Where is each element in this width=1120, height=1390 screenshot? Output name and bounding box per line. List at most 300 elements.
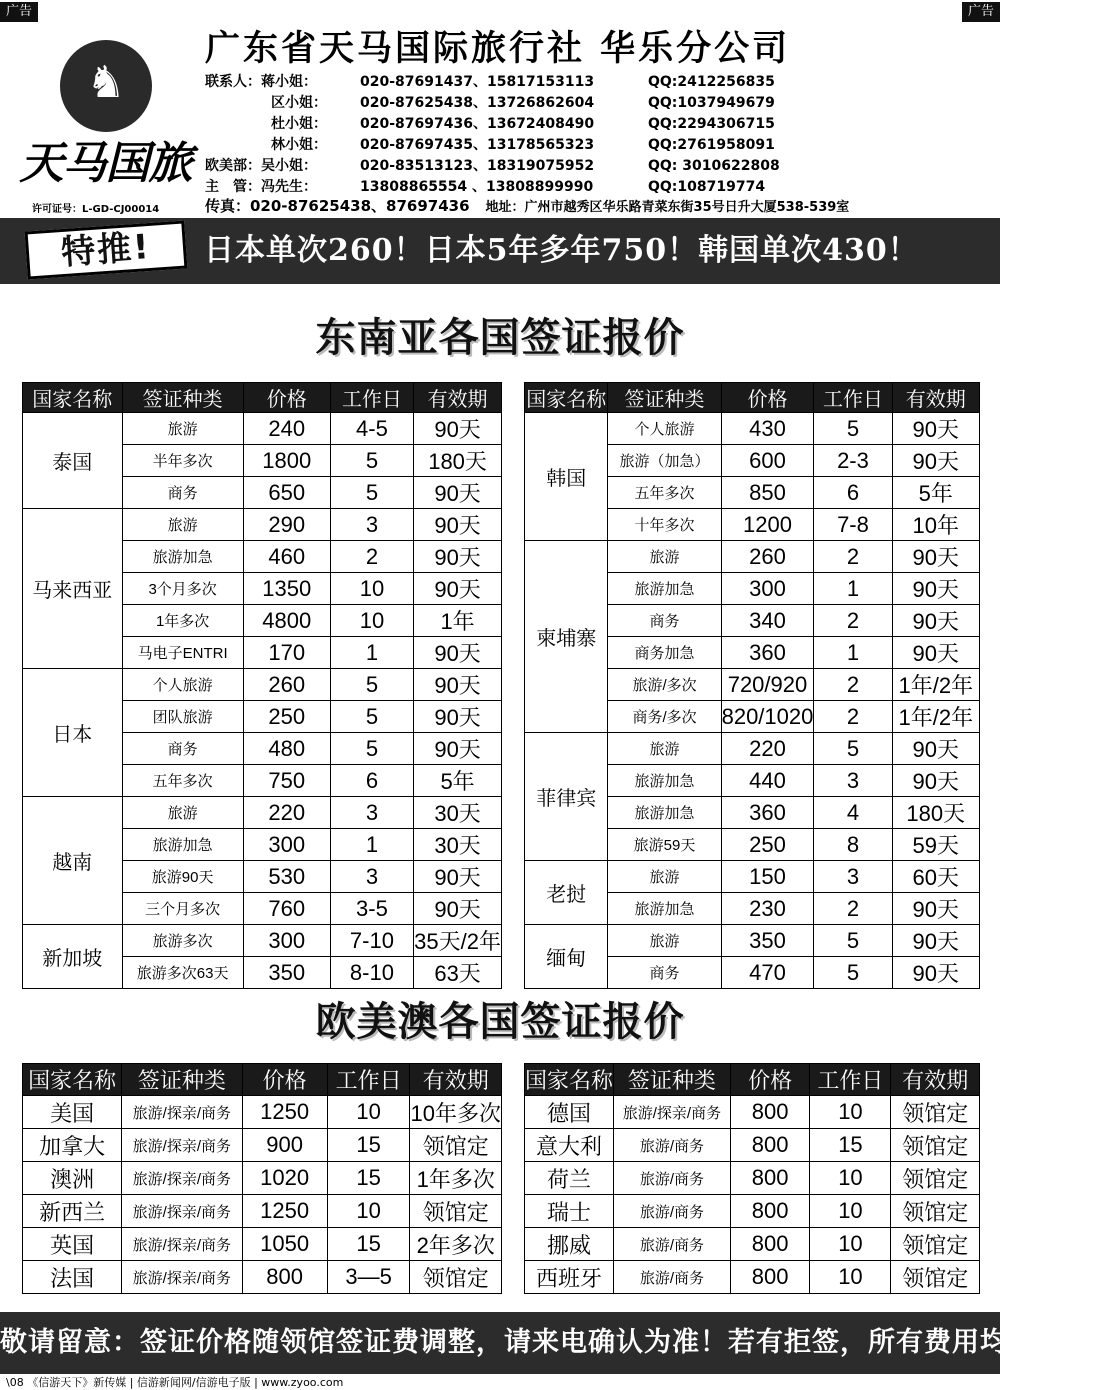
visa-type: 商务: [122, 477, 243, 509]
visa-price: 800: [730, 1129, 810, 1162]
visa-type: 旅游/商务: [614, 1162, 731, 1195]
address: 地址：广州市越秀区华乐路青菜东街35号日升大厦538-539室: [485, 200, 850, 215]
visa-type: 旅游加急: [608, 797, 721, 829]
processing-days: 8: [814, 829, 892, 861]
processing-days: 2: [330, 541, 413, 573]
license-number: 许可证号：L-GD-CJ00014: [32, 204, 160, 215]
contact-qq: QQ:2412256835: [648, 74, 775, 90]
processing-days: 3: [330, 509, 413, 541]
processing-days: 1: [330, 637, 413, 669]
visa-price: 220: [721, 733, 814, 765]
table-row: [525, 541, 980, 573]
contact-person: 欧美部：吴小姐：: [205, 158, 317, 174]
validity: 59天: [892, 829, 979, 861]
processing-days: 5: [330, 445, 413, 477]
processing-days: 10: [810, 1228, 891, 1261]
visa-price: 250: [721, 829, 814, 861]
visa-type: 旅游/探亲/商务: [122, 1162, 242, 1195]
visa-price: 430: [721, 413, 814, 445]
visa-type: 旅游/探亲/商务: [122, 1195, 242, 1228]
visa-price: 1050: [242, 1228, 327, 1261]
horse-icon: ♞: [86, 57, 126, 108]
country-name: 菲律宾: [525, 733, 608, 861]
visa-type: 商务加急: [608, 637, 721, 669]
visa-price: 800: [730, 1195, 810, 1228]
processing-days: 5: [814, 733, 892, 765]
visa-price: 220: [243, 797, 330, 829]
visa-price: 800: [730, 1228, 810, 1261]
visa-price: 230: [721, 893, 814, 925]
visa-type: 半年多次: [122, 445, 243, 477]
validity: 35天/2年: [414, 925, 502, 957]
processing-days: 8-10: [330, 957, 413, 989]
processing-days: 2-3: [814, 445, 892, 477]
visa-price: 1800: [243, 445, 330, 477]
visa-type: 三个月多次: [122, 893, 243, 925]
validity: 90天: [414, 637, 502, 669]
contact-qq: QQ:2761958091: [648, 137, 775, 153]
validity: 领馆定: [891, 1162, 980, 1195]
country-name: 泰国: [23, 413, 123, 509]
country-name: 柬埔寨: [525, 541, 608, 733]
contact-phone: 020-87697435、13178565323: [360, 137, 595, 153]
table-row: [23, 1261, 502, 1294]
contact-person: 主 管：冯先生：: [205, 179, 317, 195]
visa-type: 旅游/探亲/商务: [122, 1261, 242, 1294]
table-row: [525, 733, 980, 765]
visa-type: 五年多次: [608, 477, 721, 509]
column-header: 国家名称: [525, 383, 608, 413]
visa-price: 340: [721, 605, 814, 637]
column-header: 签证种类: [608, 383, 721, 413]
validity: 5年: [892, 477, 979, 509]
visa-type: 旅游/探亲/商务: [122, 1096, 242, 1129]
validity: 领馆定: [891, 1195, 980, 1228]
validity: 90天: [414, 477, 502, 509]
visa-price: 850: [721, 477, 814, 509]
visa-price: 470: [721, 957, 814, 989]
logo-text: 天马国旅: [19, 138, 192, 189]
validity: 领馆定: [891, 1096, 980, 1129]
visa-price: 600: [721, 445, 814, 477]
company-name: 广东省天马国际旅行社 华乐分公司: [205, 29, 791, 69]
visa-type: 旅游/商务: [614, 1129, 731, 1162]
table-row: [23, 1162, 502, 1195]
processing-days: 3: [814, 765, 892, 797]
contact-person: 区小姐：: [271, 95, 327, 111]
section-title-europe-america: [0, 990, 1000, 1047]
contact-person: 杜小姐：: [271, 116, 327, 132]
processing-days: 5: [330, 477, 413, 509]
section-title-southeast-asia: [0, 306, 1000, 363]
visa-price: 650: [243, 477, 330, 509]
country-name: 挪威: [525, 1228, 614, 1261]
visa-type: 旅游59天: [608, 829, 721, 861]
country-name: 美国: [23, 1096, 122, 1129]
visa-type: 商务: [608, 957, 721, 989]
contact-phone: 020-87691437、15817153113: [360, 74, 595, 90]
processing-days: 4: [814, 797, 892, 829]
processing-days: 15: [810, 1129, 891, 1162]
visa-type: 3个月多次: [122, 573, 243, 605]
visa-type: 旅游90天: [122, 861, 243, 893]
country-name: 英国: [23, 1228, 122, 1261]
table-row: [23, 413, 502, 445]
validity: 90天: [414, 733, 502, 765]
visa-price: 460: [243, 541, 330, 573]
visa-type: 旅游多次: [122, 925, 243, 957]
visa-price: 480: [243, 733, 330, 765]
processing-days: 10: [810, 1096, 891, 1129]
visa-type: 旅游/探亲/商务: [614, 1096, 731, 1129]
country-name: 缅甸: [525, 925, 608, 989]
visa-price: 1200: [721, 509, 814, 541]
visa-type: 旅游/多次: [608, 669, 721, 701]
visa-price: 800: [730, 1162, 810, 1195]
country-name: 加拿大: [23, 1129, 122, 1162]
visa-type: 旅游/探亲/商务: [122, 1228, 242, 1261]
contact-phone: 13808865554 、13808899990: [360, 179, 594, 195]
validity: 90天: [892, 605, 979, 637]
validity: 2年多次: [410, 1228, 502, 1261]
visa-price: 750: [243, 765, 330, 797]
contact-row: [205, 135, 995, 156]
table-row: [23, 1129, 502, 1162]
processing-days: 3—5: [327, 1261, 410, 1294]
visa-price: 170: [243, 637, 330, 669]
visa-price: 1020: [242, 1162, 327, 1195]
column-header: 工作日: [814, 383, 892, 413]
visa-type: 商务/多次: [608, 701, 721, 733]
west-price-table-right: [524, 1063, 980, 1294]
validity: 180天: [414, 445, 502, 477]
visa-type: 旅游/商务: [614, 1261, 731, 1294]
visa-type: 旅游多次63天: [122, 957, 243, 989]
contact-person: 林小姐：: [271, 137, 327, 153]
validity: 5年: [414, 765, 502, 797]
processing-days: 2: [814, 605, 892, 637]
country-name: 韩国: [525, 413, 608, 541]
table-row: [23, 509, 502, 541]
processing-days: 3-5: [330, 893, 413, 925]
visa-price: 4800: [243, 605, 330, 637]
promo-text: 日本单次260！日本5年多年750！韩国单次430！: [204, 233, 919, 268]
country-name: 新西兰: [23, 1195, 122, 1228]
processing-days: 7-8: [814, 509, 892, 541]
country-name: 越南: [23, 797, 123, 925]
processing-days: 3: [330, 861, 413, 893]
processing-days: 5: [330, 669, 413, 701]
visa-price: 260: [721, 541, 814, 573]
visa-type: 旅游: [122, 509, 243, 541]
column-header: 价格: [721, 383, 814, 413]
visa-type: 1年多次: [122, 605, 243, 637]
processing-days: 2: [814, 541, 892, 573]
table-header-row: [23, 383, 502, 413]
visa-price: 240: [243, 413, 330, 445]
validity: 90天: [892, 957, 979, 989]
notice-banner: 敬请留意：签证价格随领馆签证费调整，请来电确认为准！若有拒签，所有费用均不予退还: [0, 1312, 1000, 1374]
contact-qq: QQ:108719774: [648, 179, 766, 195]
visa-price: 800: [730, 1096, 810, 1129]
visa-type: 旅游: [122, 797, 243, 829]
validity: 30天: [414, 797, 502, 829]
table-row: [525, 1129, 980, 1162]
processing-days: 1: [814, 573, 892, 605]
visa-type: 旅游（加急）: [608, 445, 721, 477]
processing-days: 10: [327, 1195, 410, 1228]
validity: 领馆定: [891, 1129, 980, 1162]
processing-days: 15: [327, 1228, 410, 1261]
contact-phone: 020-83513123、18319075952: [360, 158, 595, 174]
processing-days: 5: [330, 733, 413, 765]
visa-price: 260: [243, 669, 330, 701]
validity: 90天: [414, 669, 502, 701]
validity: 90天: [892, 925, 979, 957]
visa-type: 旅游/探亲/商务: [122, 1129, 242, 1162]
validity: 领馆定: [410, 1261, 502, 1294]
visa-type: 五年多次: [122, 765, 243, 797]
country-name: 老挝: [525, 861, 608, 925]
horse-emblem: [60, 40, 152, 132]
validity: 90天: [892, 541, 979, 573]
processing-days: 10: [330, 605, 413, 637]
column-header: 签证种类: [122, 383, 243, 413]
validity: 领馆定: [891, 1228, 980, 1261]
processing-days: 6: [814, 477, 892, 509]
visa-type: 团队旅游: [122, 701, 243, 733]
visa-type: 商务: [608, 605, 721, 637]
validity: 90天: [414, 861, 502, 893]
visa-type: 旅游加急: [122, 541, 243, 573]
processing-days: 5: [814, 925, 892, 957]
visa-price: 820/1020: [721, 701, 814, 733]
table-row: [525, 1162, 980, 1195]
processing-days: 10: [810, 1162, 891, 1195]
visa-type: 马电子ENTRI: [122, 637, 243, 669]
page-footer: \08 《信游天下》新传媒 | 信游新闻网/信游电子版 | www.zyoo.com: [6, 1376, 344, 1389]
country-name: 马来西亚: [23, 509, 123, 669]
validity: 领馆定: [891, 1261, 980, 1294]
visa-price: 250: [243, 701, 330, 733]
column-header: 工作日: [810, 1064, 891, 1096]
validity: 90天: [892, 893, 979, 925]
column-header: 工作日: [327, 1064, 410, 1096]
validity: 60天: [892, 861, 979, 893]
processing-days: 3: [814, 861, 892, 893]
validity: 90天: [892, 765, 979, 797]
table-row: [525, 413, 980, 445]
visa-price: 150: [721, 861, 814, 893]
processing-days: 10: [810, 1195, 891, 1228]
country-name: 新加坡: [23, 925, 123, 989]
country-name: 西班牙: [525, 1261, 614, 1294]
fax-number: 传真：020-87625438、87697436: [205, 197, 470, 215]
visa-type: 旅游: [608, 733, 721, 765]
visa-price: 300: [721, 573, 814, 605]
processing-days: 1: [814, 637, 892, 669]
visa-price: 1250: [242, 1195, 327, 1228]
visa-type: 旅游加急: [608, 893, 721, 925]
visa-price: 800: [242, 1261, 327, 1294]
processing-days: 10: [810, 1261, 891, 1294]
validity: 90天: [892, 733, 979, 765]
validity: 领馆定: [410, 1129, 502, 1162]
column-header: 有效期: [410, 1064, 502, 1096]
country-name: 法国: [23, 1261, 122, 1294]
validity: 领馆定: [410, 1195, 502, 1228]
validity: 90天: [414, 573, 502, 605]
table-row: [23, 1228, 502, 1261]
visa-price: 290: [243, 509, 330, 541]
validity: 90天: [892, 413, 979, 445]
special-badge: 特推!: [25, 220, 188, 279]
column-header: 有效期: [414, 383, 502, 413]
column-header: 有效期: [892, 383, 979, 413]
visa-type: 旅游加急: [122, 829, 243, 861]
processing-days: 3: [330, 797, 413, 829]
section-title-text: 欧美澳各国签证报价: [296, 990, 705, 1047]
country-name: 澳洲: [23, 1162, 122, 1195]
processing-days: 2: [814, 669, 892, 701]
country-name: 德国: [525, 1096, 614, 1129]
sea-price-table-left: [22, 382, 502, 989]
table-header-row: [525, 383, 980, 413]
visa-price: 800: [730, 1261, 810, 1294]
processing-days: 7-10: [330, 925, 413, 957]
visa-type: 商务: [122, 733, 243, 765]
contact-person: 联系人：蒋小姐：: [205, 74, 317, 90]
promo-banner: [0, 218, 1000, 284]
visa-price: 760: [243, 893, 330, 925]
visa-type: 旅游加急: [608, 765, 721, 797]
column-header: 国家名称: [525, 1064, 614, 1096]
fax-address-line: [205, 195, 849, 219]
company-logo: [18, 38, 193, 216]
validity: 1年/2年: [892, 701, 979, 733]
column-header: 工作日: [330, 383, 413, 413]
visa-price: 1350: [243, 573, 330, 605]
visa-price: 350: [721, 925, 814, 957]
processing-days: 5: [814, 413, 892, 445]
visa-type: 旅游/商务: [614, 1228, 731, 1261]
visa-price: 900: [242, 1129, 327, 1162]
validity: 1年: [414, 605, 502, 637]
table-row: [23, 669, 502, 701]
validity: 90天: [414, 541, 502, 573]
validity: 90天: [892, 637, 979, 669]
sea-price-table-right: [524, 382, 980, 989]
contact-row: [205, 114, 995, 135]
contact-qq: QQ:1037949679: [648, 95, 775, 111]
country-name: 荷兰: [525, 1162, 614, 1195]
visa-type: 旅游: [608, 861, 721, 893]
contact-row: [205, 72, 995, 93]
validity: 90天: [414, 701, 502, 733]
processing-days: 10: [327, 1096, 410, 1129]
table-header-row: [23, 1064, 502, 1096]
processing-days: 15: [327, 1162, 410, 1195]
visa-type: 旅游: [608, 925, 721, 957]
contact-list: [205, 72, 995, 198]
west-price-table-left: [22, 1063, 502, 1294]
processing-days: 5: [330, 701, 413, 733]
processing-days: 15: [327, 1129, 410, 1162]
visa-price: 360: [721, 797, 814, 829]
processing-days: 1: [330, 829, 413, 861]
column-header: 有效期: [891, 1064, 980, 1096]
visa-price: 440: [721, 765, 814, 797]
table-row: [525, 1228, 980, 1261]
table-row: [525, 1195, 980, 1228]
processing-days: 2: [814, 701, 892, 733]
column-header: 价格: [730, 1064, 810, 1096]
column-header: 签证种类: [122, 1064, 242, 1096]
contact-row: [205, 156, 995, 177]
table-header-row: [525, 1064, 980, 1096]
validity: 180天: [892, 797, 979, 829]
country-name: 瑞士: [525, 1195, 614, 1228]
validity: 90天: [414, 893, 502, 925]
validity: 1年多次: [410, 1162, 502, 1195]
contact-phone: 020-87697436、13672408490: [360, 116, 595, 132]
processing-days: 4-5: [330, 413, 413, 445]
visa-type: 旅游加急: [608, 573, 721, 605]
column-header: 国家名称: [23, 383, 123, 413]
contact-row: [205, 93, 995, 114]
visa-price: 350: [243, 957, 330, 989]
table-row: [525, 925, 980, 957]
processing-days: 6: [330, 765, 413, 797]
contact-qq: QQ: 3010622808: [648, 158, 780, 174]
validity: 10年: [892, 509, 979, 541]
validity: 90天: [414, 509, 502, 541]
visa-price: 300: [243, 925, 330, 957]
visa-type: 旅游: [122, 413, 243, 445]
contact-phone: 020-87625438、13726862604: [360, 95, 595, 111]
validity: 90天: [414, 413, 502, 445]
visa-type: 旅游/商务: [614, 1195, 731, 1228]
table-row: [525, 1096, 980, 1129]
validity: 1年/2年: [892, 669, 979, 701]
visa-type: 十年多次: [608, 509, 721, 541]
visa-type: 个人旅游: [122, 669, 243, 701]
processing-days: 2: [814, 893, 892, 925]
validity: 30天: [414, 829, 502, 861]
country-name: 日本: [23, 669, 123, 797]
table-row: [23, 797, 502, 829]
visa-price: 300: [243, 829, 330, 861]
validity: 90天: [892, 573, 979, 605]
section-title-text: 东南亚各国签证报价: [296, 306, 705, 363]
column-header: 价格: [242, 1064, 327, 1096]
visa-type: 旅游: [608, 541, 721, 573]
processing-days: 10: [330, 573, 413, 605]
visa-type: 个人旅游: [608, 413, 721, 445]
country-name: 意大利: [525, 1129, 614, 1162]
validity: 10年多次: [410, 1096, 502, 1129]
table-row: [23, 1195, 502, 1228]
validity: 63天: [414, 957, 502, 989]
visa-price: 1250: [242, 1096, 327, 1129]
table-row: [525, 861, 980, 893]
visa-price: 360: [721, 637, 814, 669]
validity: 90天: [892, 445, 979, 477]
contact-qq: QQ:2294306715: [648, 116, 775, 132]
table-row: [23, 925, 502, 957]
ad-label-right: 广告: [962, 2, 1000, 22]
column-header: 价格: [243, 383, 330, 413]
